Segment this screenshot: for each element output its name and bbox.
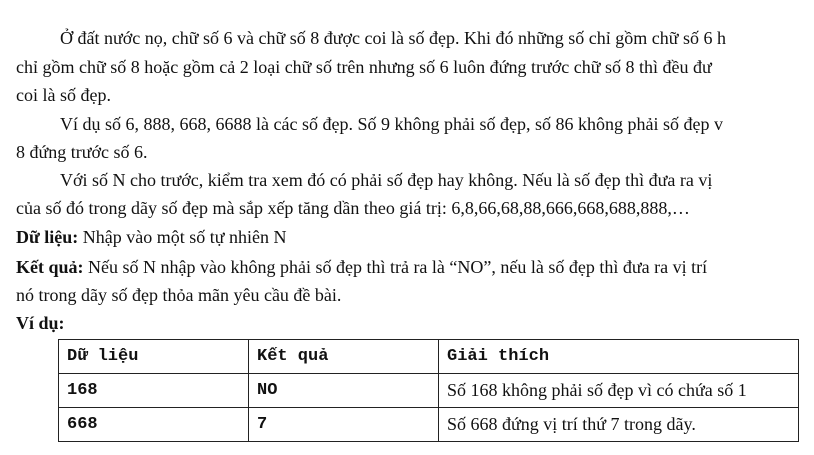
input-spec-label: Dữ liệu: xyxy=(16,227,79,247)
input-spec xyxy=(16,225,287,249)
table-cell-output: NO xyxy=(249,374,439,408)
text-line: coi là số đẹp. xyxy=(16,85,111,105)
example-heading: Ví dụ: xyxy=(16,313,65,333)
table-header-cell: Kết quả xyxy=(249,340,439,374)
text-line: chỉ gồm chữ số 8 hoặc gồm cả 2 loại chữ số trên nhưng số 6 luôn đứng trước chữ số 8 thì đều đư xyxy=(16,57,712,77)
input-spec-text: Nhập vào một số tự nhiên N xyxy=(78,227,287,247)
text-line: 8 đứng trước số 6. xyxy=(16,142,148,162)
output-spec-continued: nó trong dãy số đẹp thỏa mãn yêu cầu đề bài. xyxy=(16,285,342,305)
table-cell-output: 7 xyxy=(249,408,439,442)
text-line: Ở đất nước nọ, chữ số 6 và chữ số 8 được coi là số đẹp. Khi đó những số chỉ gồm chữ số 6 h xyxy=(60,28,726,48)
output-spec xyxy=(16,255,707,279)
example-table xyxy=(58,339,799,442)
output-spec-label: Kết quả: xyxy=(16,257,84,277)
text-line: Ví dụ số 6, 888, 668, 6688 là các số đẹp. Số 9 không phải số đẹp, số 86 không phải số đẹp v xyxy=(60,114,723,134)
table-header-row xyxy=(59,340,799,374)
table-row xyxy=(59,374,799,408)
text-line: Với số N cho trước, kiểm tra xem đó có phải số đẹp hay không. Nếu là số đẹp thì đưa ra vị xyxy=(60,170,713,190)
table-cell-input: 668 xyxy=(59,408,249,442)
table-header-cell: Giải thích xyxy=(439,340,799,374)
table-cell-input: 168 xyxy=(59,374,249,408)
table-row xyxy=(59,408,799,442)
table-cell-explanation: Số 668 đứng vị trí thứ 7 trong dãy. xyxy=(439,408,799,442)
output-spec-text: Nếu số N nhập vào không phải số đẹp thì trả ra là “NO”, nếu là số đẹp thì đưa ra vị trí xyxy=(83,257,708,277)
table-cell-explanation: Số 168 không phải số đẹp vì có chứa số 1 xyxy=(439,374,799,408)
table-header-cell: Dữ liệu xyxy=(59,340,249,374)
text-line: của số đó trong dãy số đẹp mà sắp xếp tăng dần theo giá trị: 6,8,66,68,88,666,668,688,888,… xyxy=(16,198,690,218)
